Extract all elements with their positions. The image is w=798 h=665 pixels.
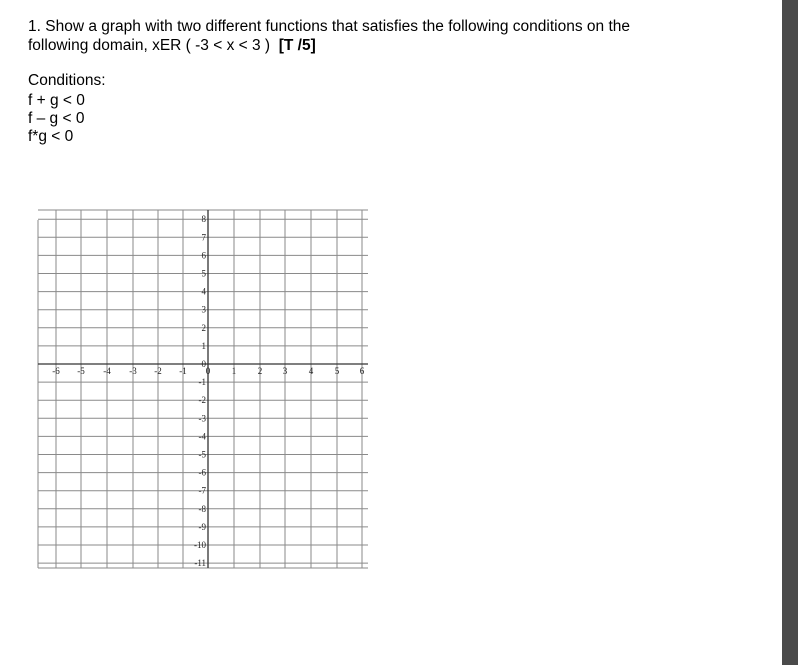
- x-tick-label: -2: [154, 366, 162, 376]
- x-tick-label: -4: [103, 366, 111, 376]
- x-tick-label: -5: [77, 366, 85, 376]
- condition-item: f + g < 0: [28, 92, 85, 109]
- x-tick-label: 2: [257, 366, 263, 376]
- y-tick-label: 1: [201, 340, 206, 351]
- y-tick-label: -6: [198, 467, 206, 478]
- question-number: 1.: [28, 18, 41, 35]
- x-tick-label: -1: [179, 366, 187, 376]
- y-tick-label: -2: [198, 395, 206, 406]
- y-tick-label: -9: [198, 521, 206, 532]
- question-line-1-text: Show a graph with two different functions that satisfies the following conditions on the: [45, 18, 631, 35]
- y-tick-label: -11: [194, 558, 206, 569]
- x-tick-label: 1: [231, 366, 237, 376]
- y-tick-label: 4: [201, 286, 206, 297]
- y-tick-label: -1: [198, 377, 206, 388]
- y-tick-label: 5: [201, 268, 206, 279]
- y-tick-label: -8: [198, 503, 206, 514]
- y-tick-label: 2: [201, 322, 206, 333]
- x-tick-label: 5: [334, 366, 340, 376]
- x-tick-label: 6: [359, 366, 365, 376]
- x-tick-label: -6: [52, 366, 60, 376]
- x-tick-label: 3: [282, 366, 288, 376]
- y-tick-label: -5: [198, 449, 206, 460]
- y-tick-label: 6: [201, 250, 206, 261]
- x-tick-label: -3: [129, 366, 137, 376]
- y-tick-label: 8: [201, 214, 206, 225]
- scrollbar[interactable]: [782, 0, 798, 665]
- condition-item: f – g < 0: [28, 110, 85, 127]
- conditions-title: Conditions:: [28, 72, 106, 89]
- y-tick-label: 7: [201, 232, 206, 243]
- y-tick-label: 0: [201, 359, 206, 369]
- x-tick-label: 0: [205, 366, 211, 376]
- x-tick-label: 4: [308, 366, 314, 376]
- y-tick-label: 3: [201, 304, 206, 315]
- question-domain-text: following domain, xER ( -3 < x < 3 ): [28, 37, 271, 54]
- y-tick-label: -10: [194, 540, 206, 550]
- condition-item: f*g < 0: [28, 128, 74, 145]
- marks-box: [T /5]: [278, 37, 316, 54]
- y-tick-label: -3: [198, 413, 206, 424]
- y-tick-label: -4: [198, 431, 206, 442]
- y-tick-label: -7: [198, 485, 206, 496]
